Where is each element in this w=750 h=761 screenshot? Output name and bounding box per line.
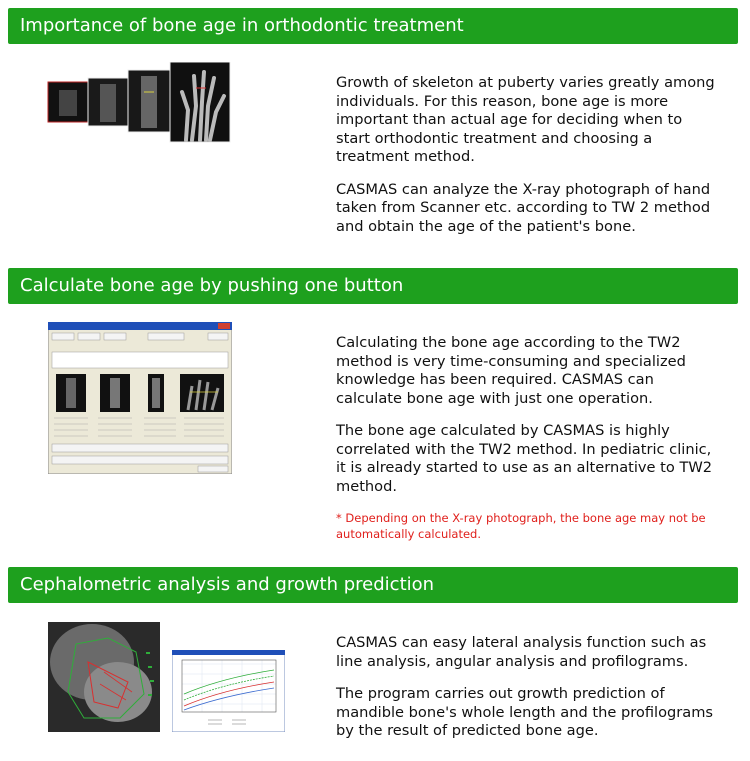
section-1-paragraph-1: Growth of skeleton at puberty varies greatly among individuals. For this reason, bone age is more important than actual age for deciding when to start orthodontic treatment and choosing a treatment method. bbox=[336, 74, 715, 165]
growth-prediction-chart-figure bbox=[172, 650, 285, 732]
section-2-note: * Depending on the X-ray photograph, the bone age may not be automatically calculated. bbox=[336, 511, 706, 541]
section-header-cephalometric-analysis: Cephalometric analysis and growth prediction bbox=[8, 567, 738, 603]
section-1-paragraph-2: CASMAS can analyze the X-ray photograph of hand taken from Scanner etc. according to TW 2 method and obtain the age of the patient's bone. bbox=[336, 180, 711, 235]
hand-xray-sequence-figure bbox=[46, 62, 232, 144]
section-2-paragraph-2: The bone age calculated by CASMAS is highly correlated with the TW2 method. In pediatric clinic, it is already started to use as an alternative to TW2 method. bbox=[336, 422, 713, 495]
cephalometric-xray-figure bbox=[48, 622, 160, 732]
section-3-paragraph-1: CASMAS can easy lateral analysis function such as line analysis, angular analysis and profilograms. bbox=[336, 634, 707, 670]
section-header-one-button-calculation: Calculate bone age by pushing one button bbox=[8, 268, 738, 304]
casmas-software-screenshot bbox=[48, 322, 232, 474]
section-3-text bbox=[336, 634, 716, 755]
section-2-text bbox=[336, 334, 716, 556]
section-header-bone-age-importance: Importance of bone age in orthodontic treatment bbox=[8, 8, 738, 44]
section-3-paragraph-2: The program carries out growth prediction of mandible bone's whole length and the profilograms by the result of predicted bone age. bbox=[336, 685, 714, 739]
section-2-paragraph-1: Calculating the bone age according to the TW2 method is very time-consuming and specialized knowledge has been required. CASMAS can calculate bone age with just one operation. bbox=[336, 334, 686, 407]
section-1-text bbox=[336, 74, 716, 250]
